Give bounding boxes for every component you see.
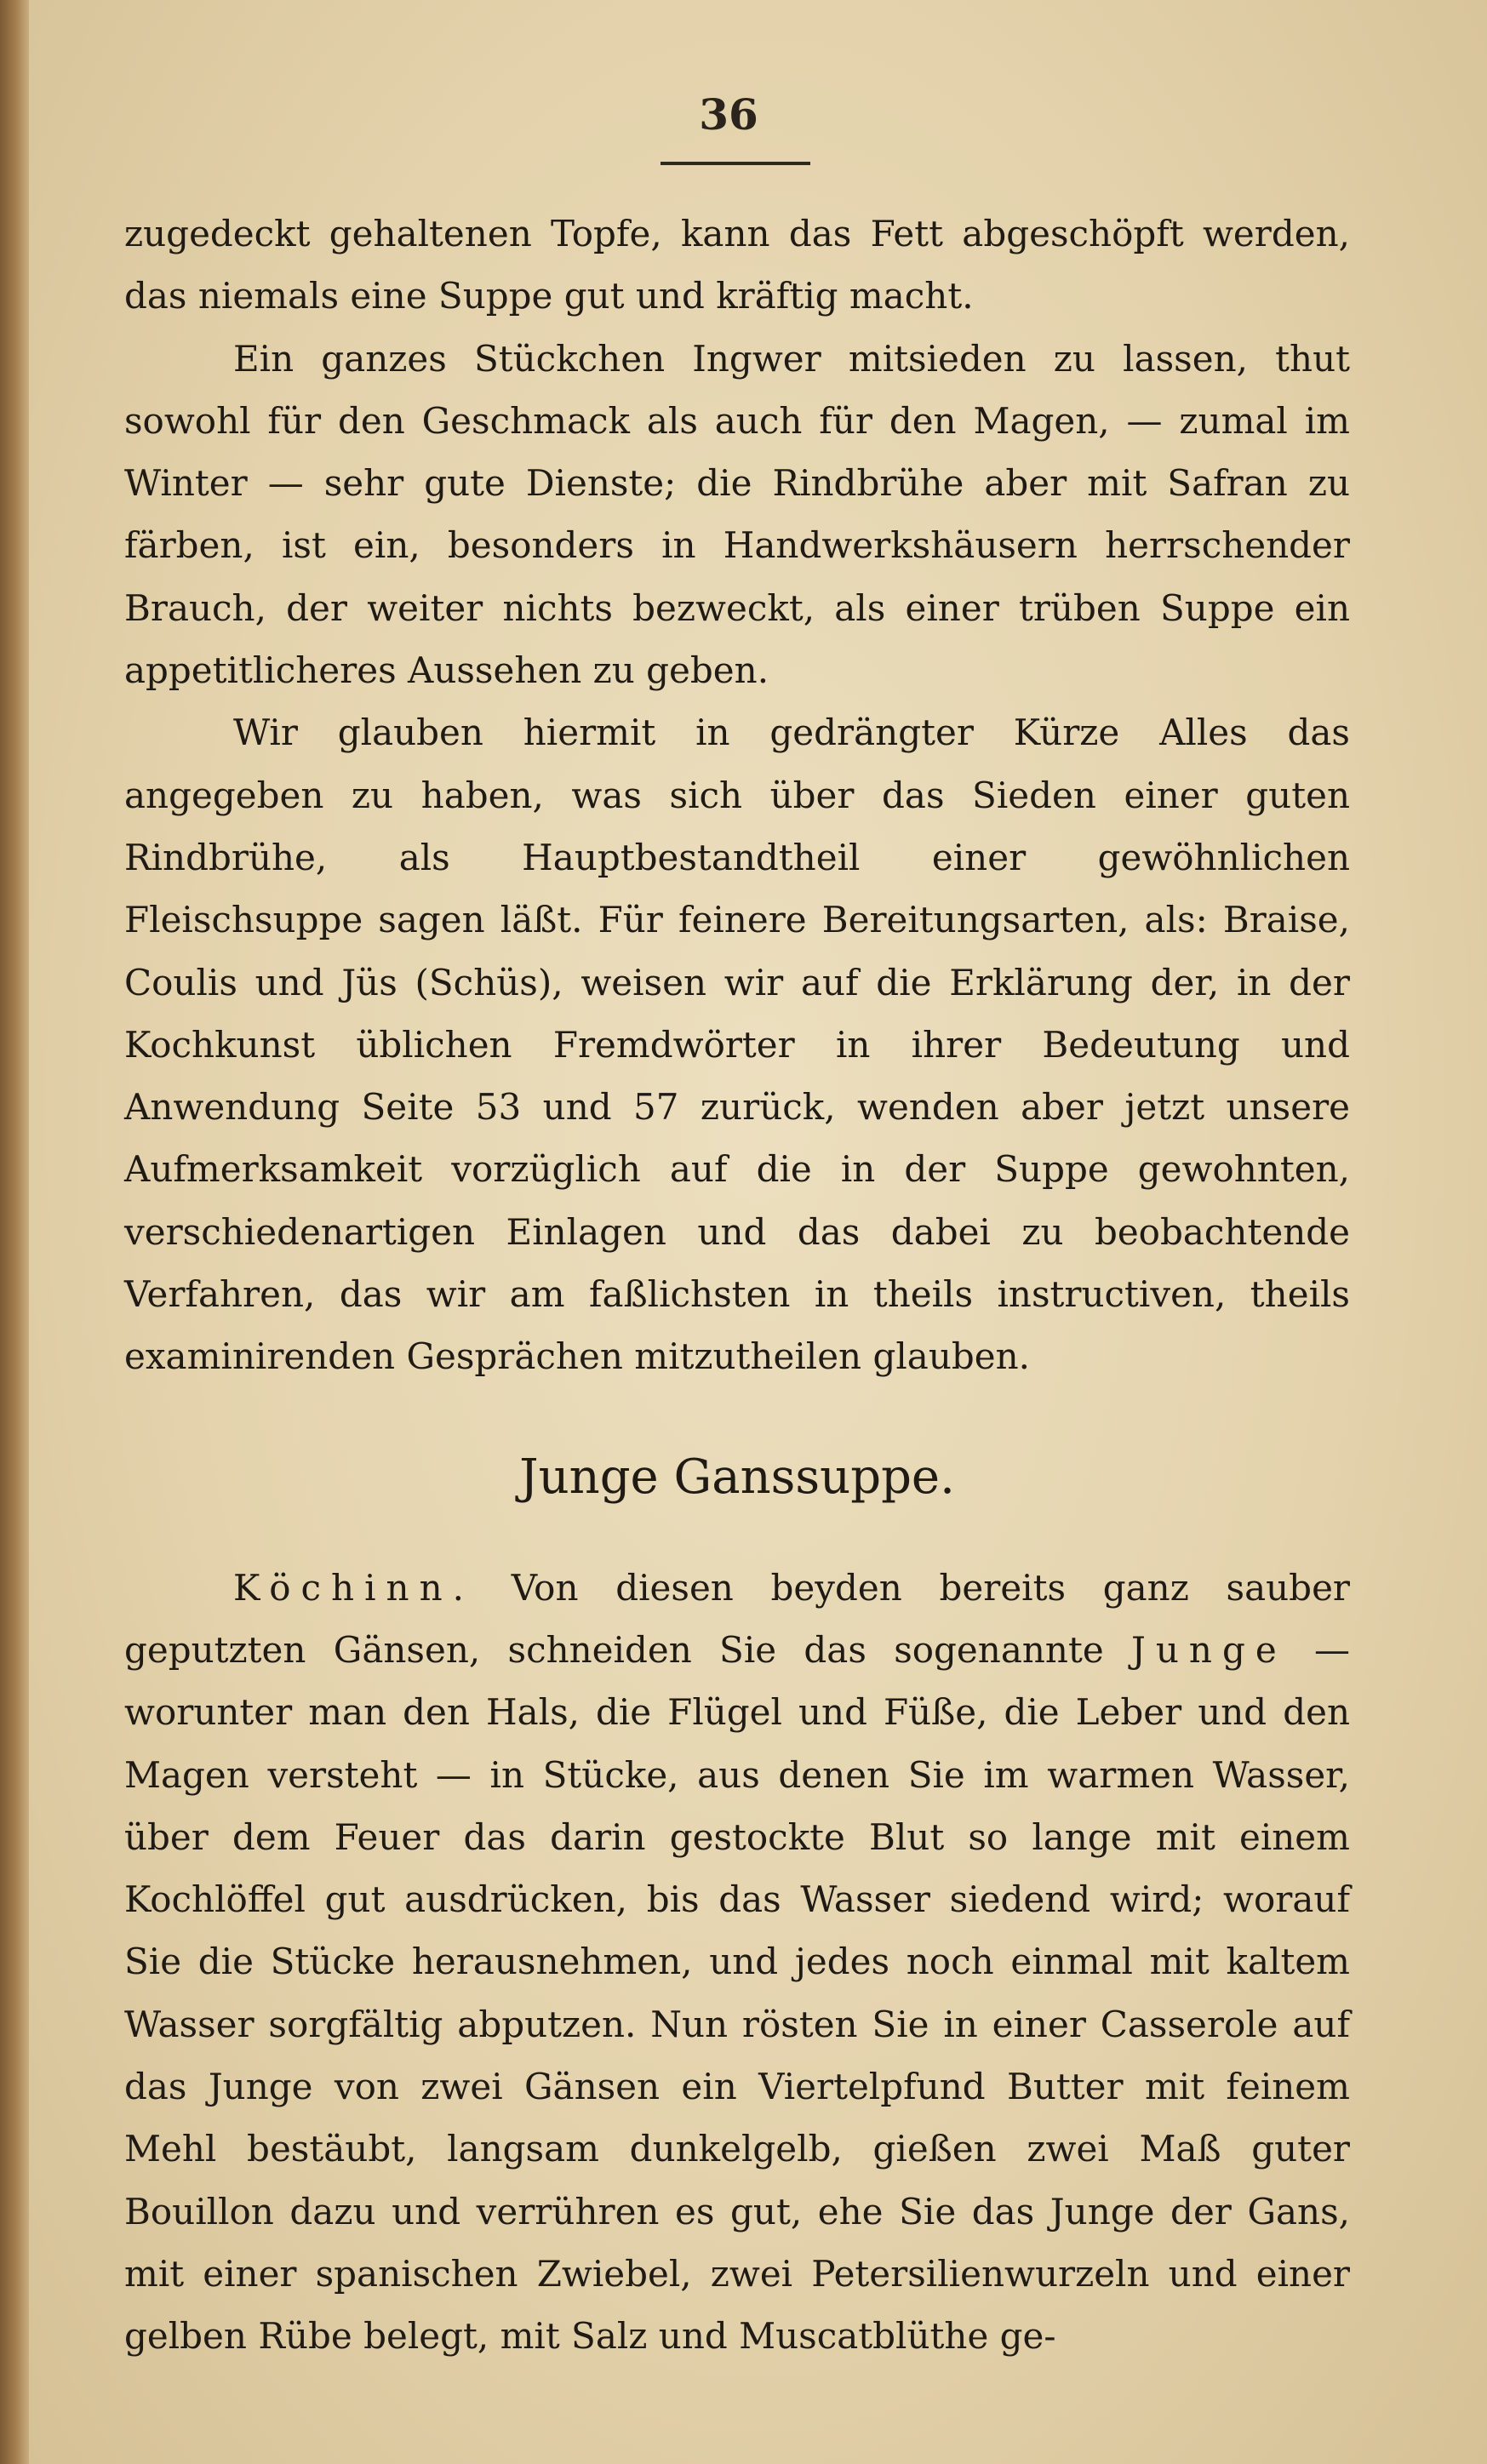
paragraph-ginger: Ein ganzes Stückchen Ingwer mitsieden zu lassen, thut sowohl für den Geschmack als auch für den Magen, — zumal im Winter — sehr gute Dienste; die Rindbrühe aber mit Safran zu färben, ist ein, besonders in Handwerkshäusern herrschender Brauch, der weiter nichts bezweckt, als einer trüben Suppe ein appetitlicheres Aussehen zu geben.	[124, 337, 1350, 692]
recipe-heading: Junge Ganssuppe.	[519, 1449, 955, 1505]
paragraph-continuation: zugedeckt gehaltenen Topfe, kann das Fett abgeschöpft werden, das niemals eine Suppe gut und kräftig macht.	[124, 213, 1350, 317]
page-number: 36	[699, 89, 758, 140]
book-spine	[0, 0, 29, 2464]
book-page	[29, 0, 1487, 2464]
recipe-paragraph	[124, 1557, 1350, 2368]
emphasis-junge: Junge	[1131, 1628, 1287, 1671]
body-text	[124, 203, 1350, 2368]
recipe-text-start: Von diesen beyden bereits ganz sauber geputzten Gänsen, schneiden Sie das sogenannte	[124, 1566, 1350, 1671]
speaker-label: Köchinn.	[233, 1566, 474, 1609]
header-rule	[661, 162, 810, 165]
recipe-text-rest: — worunter man den Hals, die Flügel und Füße, die Leber und den Magen versteht — in Stücke, aus denen Sie im warmen Wasser, über dem Feuer das darin gestockte Blut so lange mit einem Kochlöffel gut ausdrücken, bis das Wasser siedend wird; worauf Sie die Stücke herausnehmen, und jedes noch einmal mit kaltem Wasser sorgfältig abputzen. Nun rösten Sie in einer Casserole auf das Junge von zwei Gänsen ein Viertelpfund Butter mit feinem Mehl bestäubt, langsam dunkelgelb, gießen zwei Maß guter Bouillon dazu und verrühren es gut, ehe Sie das Junge der Gans, mit einer spanischen Zwiebel, zwei Petersilienwurzeln und einer gelben Rübe belegt, mit Salz und Muscatblüthe ge-	[124, 1628, 1351, 2358]
paragraph-summary: Wir glauben hiermit in gedrängter Kürze Alles das angegeben zu haben, was sich über das Sieden einer guten Rindbrühe, als Hauptbestandtheil einer gewöhnlichen Fleischsuppe sagen läßt. Für feinere Bereitungsarten, als: Braise, Coulis und Jüs (Schüs), weisen wir auf die Erklärung der, in der Kochkunst üblichen Fremdwörter in ihrer Bedeutung und Anwendung Seite 53 und 57 zurück, wenden aber jetzt unsere Aufmerksamkeit vorzüglich auf die in der Suppe gewohnten, verschiedenartigen Einlagen und das dabei zu beobachtende Verfahren, das wir am faßlichsten in theils instructiven, theils examinirenden Gesprächen mitzutheilen glauben.	[124, 712, 1350, 1378]
